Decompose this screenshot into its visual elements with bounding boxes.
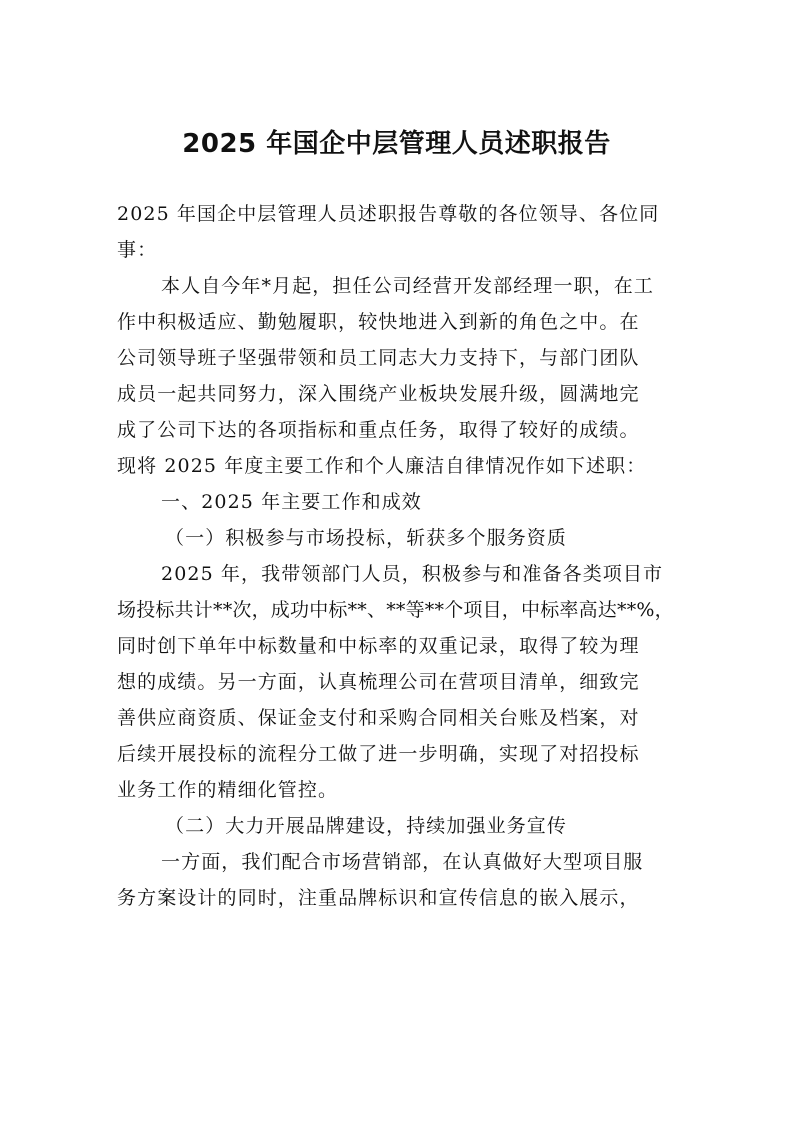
text-line: 现将 2025 年度主要工作和个人廉洁自律情况作如下述职： bbox=[117, 455, 647, 477]
text-line: 同时创下单年中标数量和中标率的双重记录，取得了较为理 bbox=[117, 635, 640, 657]
subsection-heading: （二）大力开展品牌建设，持续加强业务宣传 bbox=[165, 815, 568, 837]
paragraph-line: 2025 年，我带领部门人员，积极参与和准备各类项目市 bbox=[161, 563, 664, 585]
text-line: 公司领导班子坚强带领和员工同志大力支持下，与部门团队 bbox=[117, 347, 640, 369]
text-line: 成员一起共同努力，深入围绕产业板块发展升级，圆满地完 bbox=[117, 383, 640, 405]
document-title: 2025 年国企中层管理人员述职报告 bbox=[182, 129, 611, 159]
text-line: 2025 年国企中层管理人员述职报告尊敬的各位领导、各位同 bbox=[117, 203, 660, 225]
subsection-heading: （一）积极参与市场投标，斩获多个服务资质 bbox=[165, 527, 568, 549]
section-heading: 一、2025 年主要工作和成效 bbox=[161, 491, 422, 513]
paragraph-line: 一方面，我们配合市场营销部，在认真做好大型项目服 bbox=[161, 851, 644, 873]
text-line: 善供应商资质、保证金支付和采购合同相关台账及档案，对 bbox=[117, 707, 640, 729]
text-line: 事： bbox=[117, 239, 158, 261]
paragraph-line: 本人自今年*月起，担任公司经营开发部经理一职，在工 bbox=[161, 275, 655, 297]
text-line: 务方案设计的同时，注重品牌标识和宣传信息的嵌入展示， bbox=[117, 887, 640, 909]
text-line: 作中积极适应、勤勉履职，较快地进入到新的角色之中。在 bbox=[117, 311, 640, 333]
text-line: 场投标共计**次，成功中标**、**等**个项目，中标率高达**%， bbox=[117, 599, 674, 621]
document-body bbox=[117, 196, 677, 916]
text-line: 成了公司下达的各项指标和重点任务，取得了较好的成绩。 bbox=[117, 419, 640, 441]
text-line: 想的成绩。另一方面，认真梳理公司在营项目清单，细致完 bbox=[117, 671, 640, 693]
text-line: 后续开展投标的流程分工做了进一步明确，实现了对招投标 bbox=[117, 743, 640, 765]
text-line: 业务工作的精细化管控。 bbox=[117, 779, 339, 801]
